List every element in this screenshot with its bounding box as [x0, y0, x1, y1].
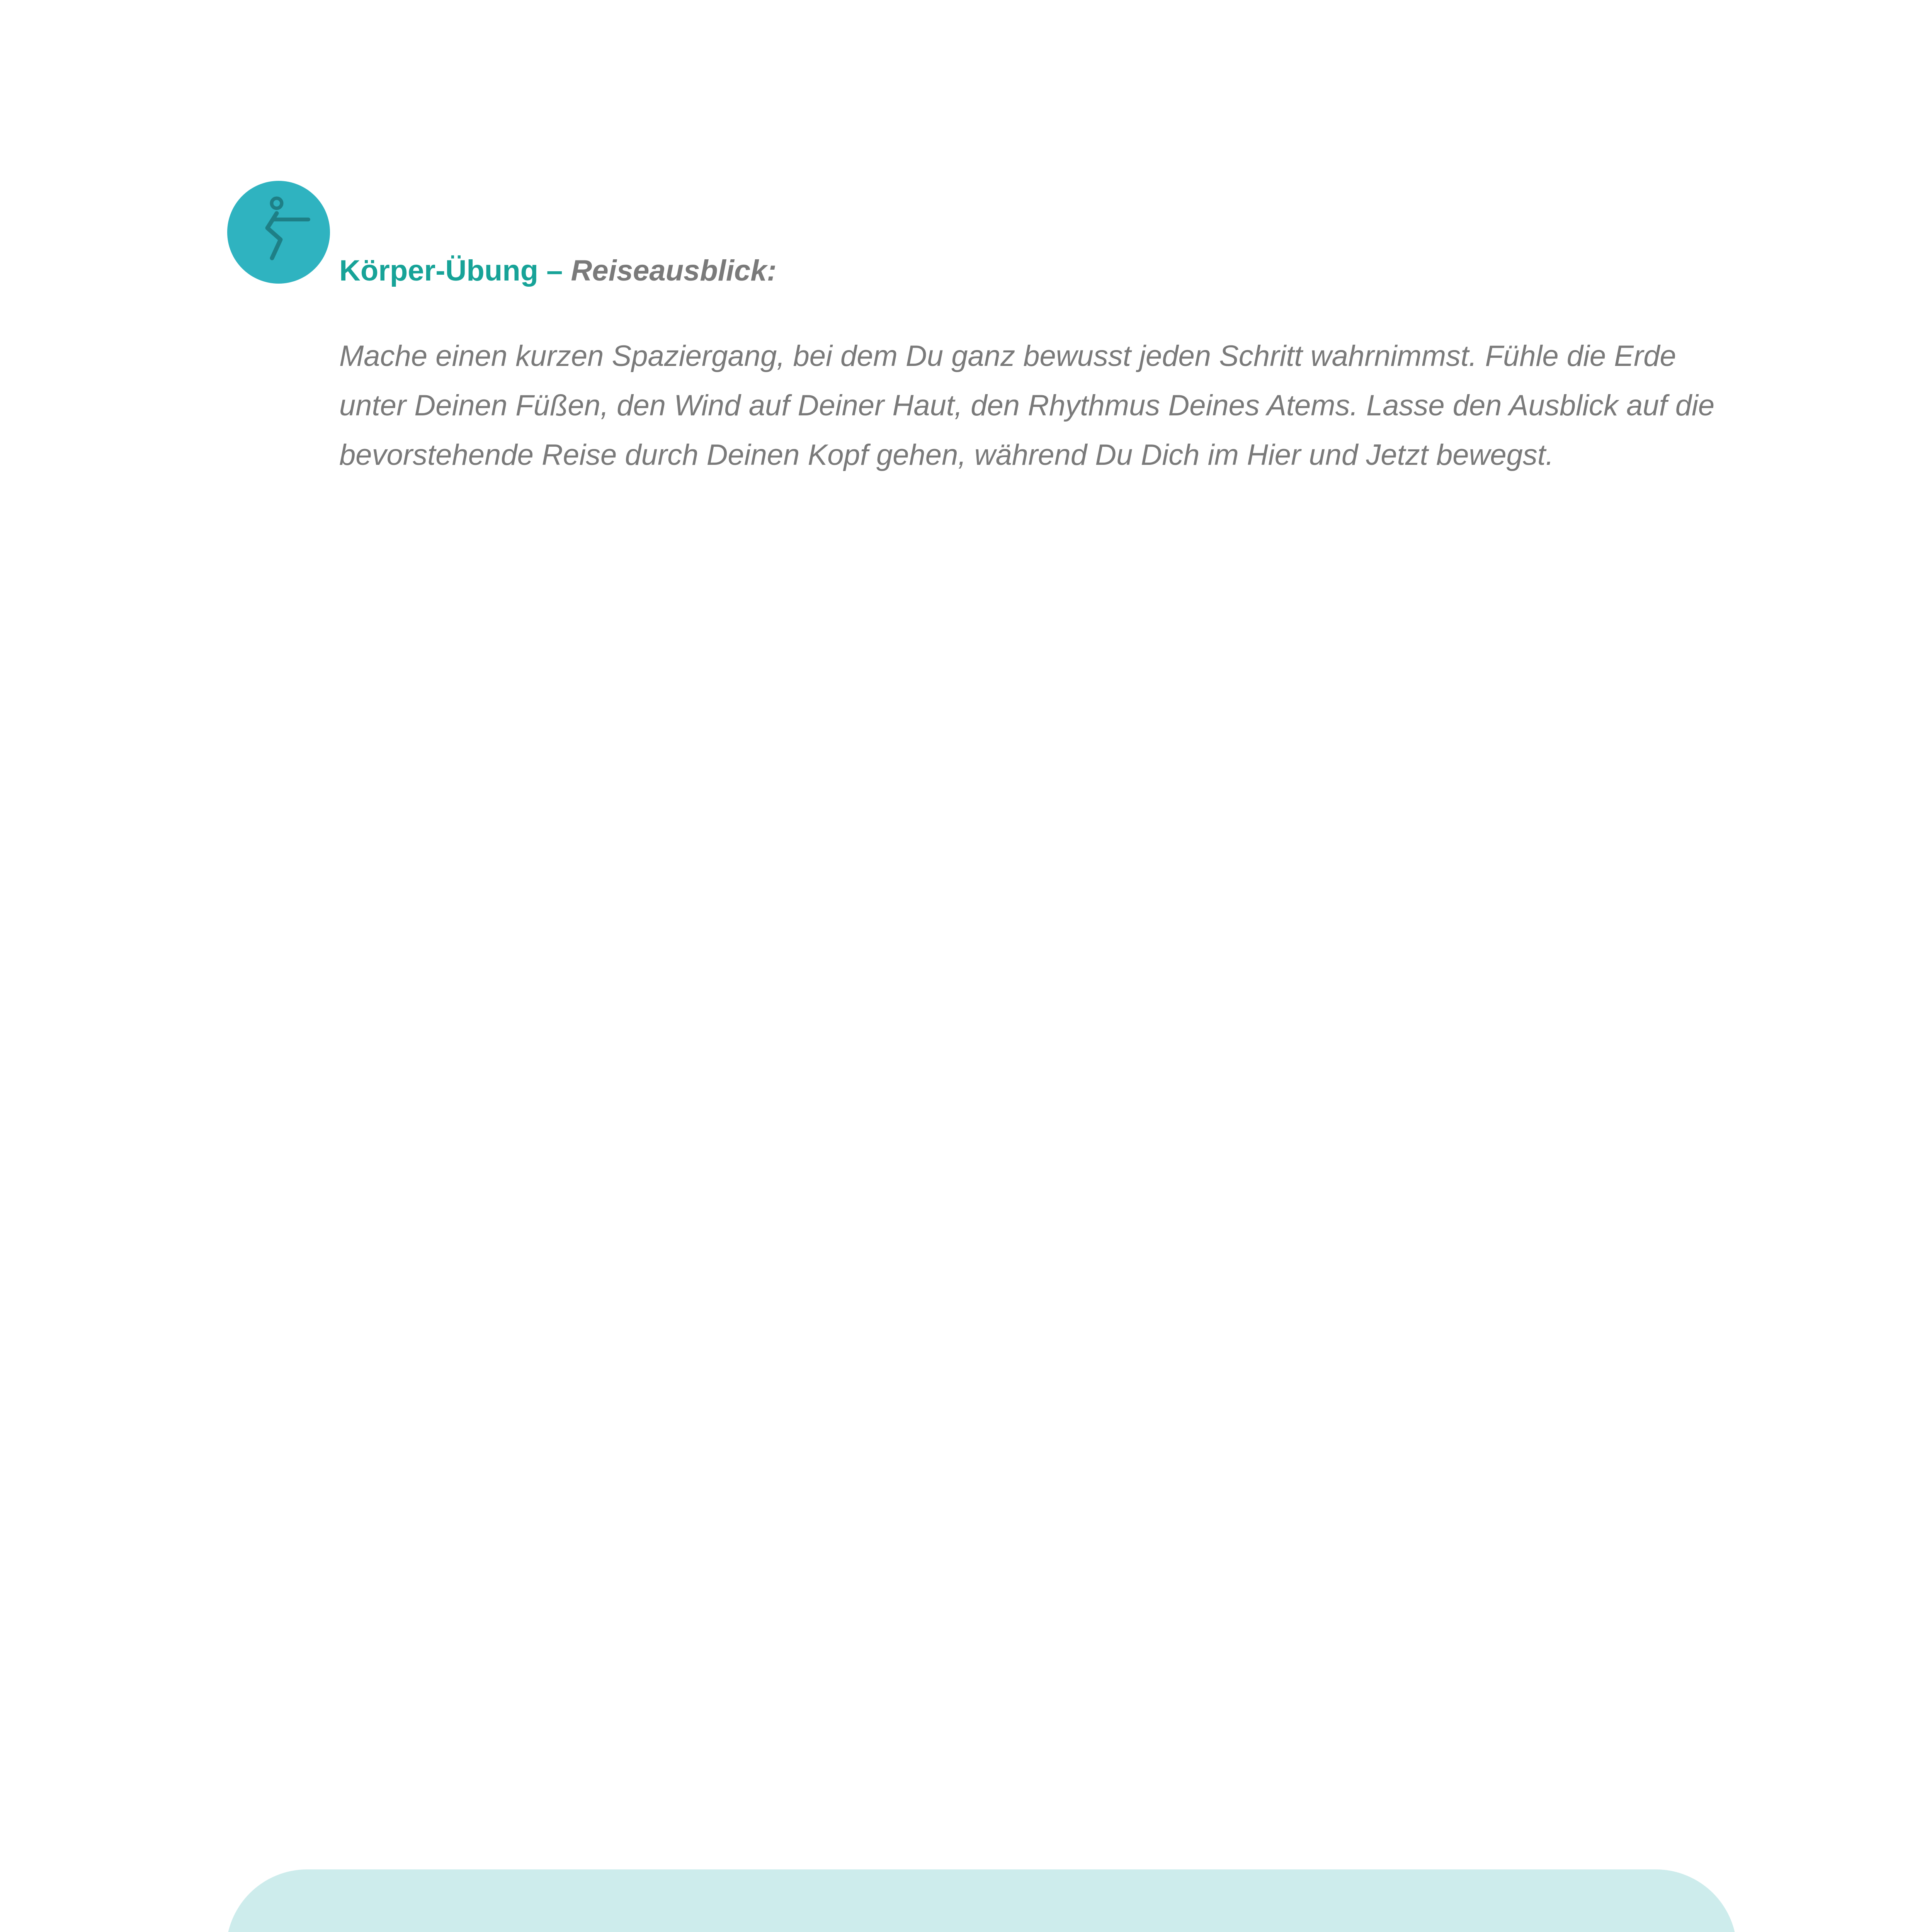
exercise-description: Mache einen kurzen Spaziergang, bei dem Du ganz bewusst jeden Schritt wahrnimmst. Fühle die Erde unter Deinen Füßen, den Wind auf Deiner Haut, den Rhythmus Deines Atems. Lasse den Ausblick auf die bevorstehende Reise durch Deinen Kopf gehen, während Du Dich im Hier und Jetzt bewegst.: [339, 340, 1715, 471]
exercise-heading-label: Körper-Übung –: [339, 254, 571, 287]
exercise-heading-title: Reiseausblick:: [571, 254, 777, 287]
squat-figure-icon: [227, 181, 330, 284]
exercise-squat-icon: [227, 181, 330, 284]
summary-box: [226, 1869, 1737, 1932]
exercise-heading: [339, 253, 777, 288]
